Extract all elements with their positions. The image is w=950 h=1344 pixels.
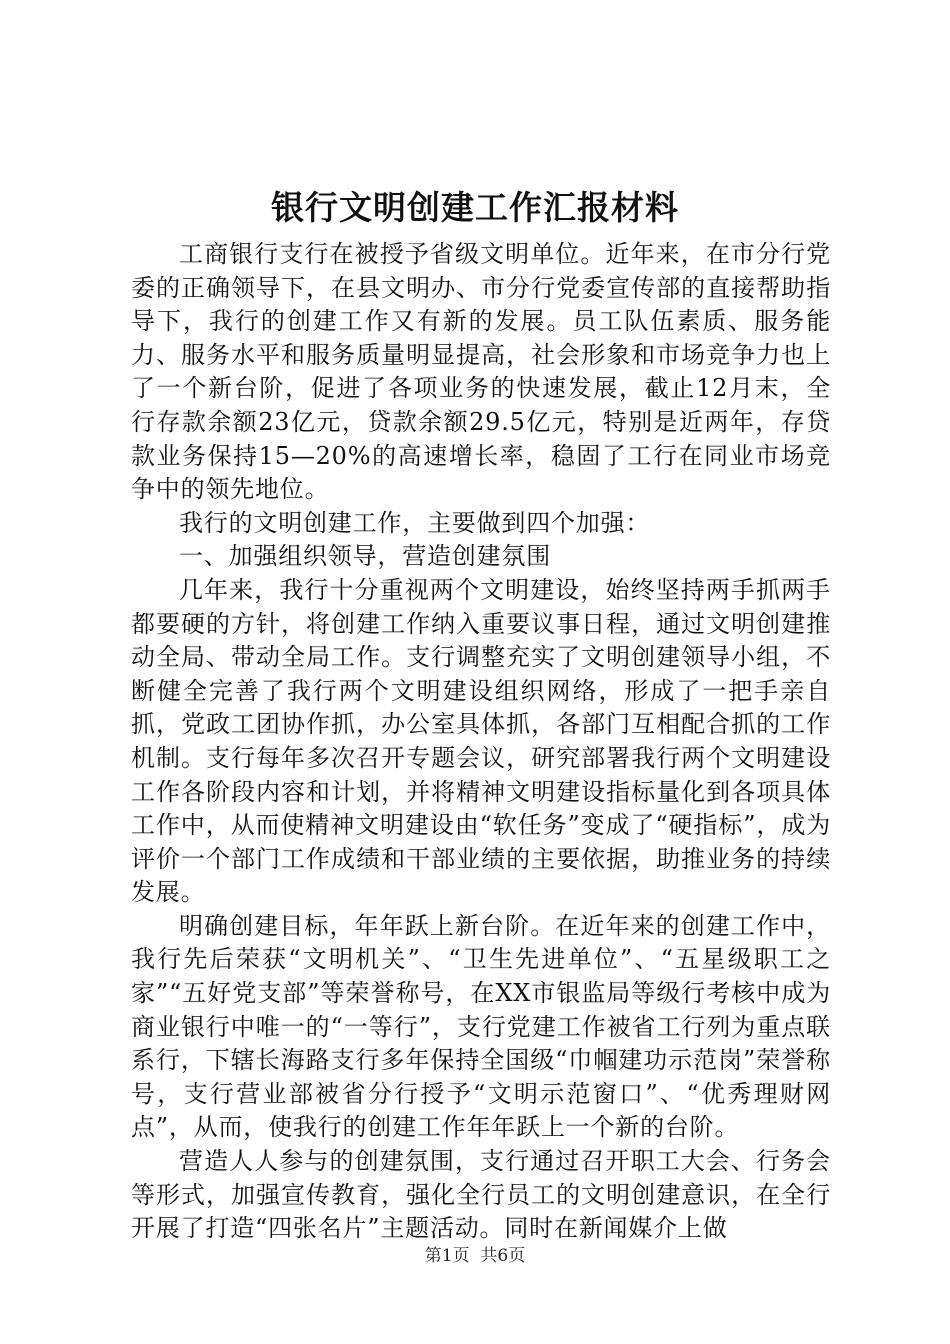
paragraph-intro: 工商银行支行在被授予省级文明单位。近年来，在市分行党委的正确领导下，在县文明办、市分行党委宣传部的直接帮助指导下，我行的创建工作又有新的发展。员工队伍素质、服务能力、服务水平和服务质量明显提高，社会形象和市场竞争力也上了一个新台阶，促进了各项业务的快速发展，截止12月末，全行存款余额23亿元，贷款余额29.5亿元，特别是近两年，存贷款业务保持15—20%的高速增长率，稳固了工行在同业市场竞争中的领先地位。 [131, 240, 831, 504]
section-heading-1: 一、加强组织领导，营造创建氛围 [179, 542, 551, 571]
page-total: 共6页 [480, 1246, 526, 1266]
paragraph-goals: 明确创建目标，年年跃上新台阶。在近年来的创建工作中，我行先后荣获“文明机关”、“卫生先进单位”、“五星级职工之家”“五好党支部”等荣誉称号，在XX市银监局等级行考核中成为商业银行中唯一的“一等行”，支行党建工作被省工行列为重点联系行，下辖长海路支行多年保持全国级“巾帼建功示范岗”荣誉称号，支行营业部被省分行授予“文明示范窗口”、“优秀理财网点”，从而，使我行的创建工作年年跃上一个新的台阶。 [131, 911, 831, 1142]
paragraph-organization: 几年来，我行十分重视两个文明建设，始终坚持两手抓两手都要硬的方针，将创建工作纳入重要议事日程，通过文明创建推动全局、带动全局工作。支行调整充实了文明创建领导小组，不断健全完善了我行两个文明建设组织网络，形成了一把手亲自抓，党政工团协作抓，办公室具体抓，各部门互相配合抓的工作机制。支行每年多次召开专题会议，研究部署我行两个文明建设工作各阶段内容和计划，并将精神文明建设指标量化到各项具体工作中，从而使精神文明建设由“软任务”变成了“硬指标”，成为评价一个部门工作成绩和干部业绩的主要依据，助推业务的持续发展。 [131, 575, 831, 907]
document-title: 银行文明创建工作汇报材料 [271, 188, 679, 227]
paragraph-atmosphere: 营造人人参与的创建氛围，支行通过召开职工大会、行务会等形式，加强宣传教育，强化全行员工的文明创建意识，在全行开展了打造“四张名片”主题活动。同时在新闻媒介上做 [131, 1147, 831, 1243]
document-body [131, 238, 831, 1246]
page-number: 第1页 [424, 1246, 470, 1266]
page-footer [0, 1244, 950, 1268]
paragraph-summary: 我行的文明创建工作，主要做到四个加强： [179, 508, 651, 537]
